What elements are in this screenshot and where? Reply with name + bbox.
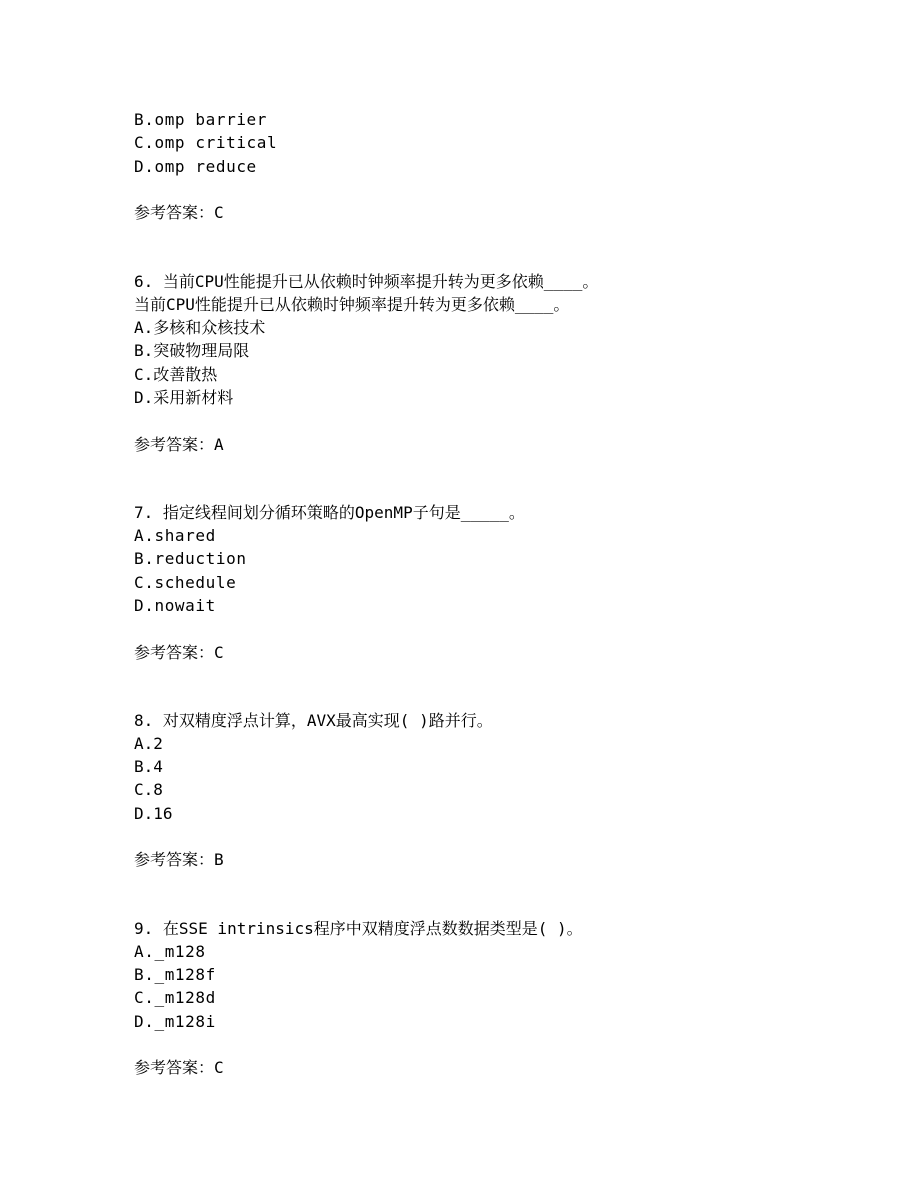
option-c: C.8 — [134, 780, 163, 799]
answer-label: 参考答案：C — [134, 1058, 224, 1077]
question-6-stem-repeat: 当前CPU性能提升已从依赖时钟频率提升转为更多依赖____。 — [134, 295, 570, 314]
answer-label: 参考答案：C — [134, 203, 224, 222]
option-d: D.omp reduce — [134, 157, 257, 176]
option-c: C.schedule — [134, 573, 237, 592]
question-6-stem: 6. 当前CPU性能提升已从依赖时钟频率提升转为更多依赖____。 — [134, 272, 599, 291]
option-d: D._m128i — [134, 1012, 216, 1031]
answer-label: 参考答案：B — [134, 850, 224, 869]
answer-label: 参考答案：A — [134, 435, 224, 454]
option-a: A.shared — [134, 526, 216, 545]
option-d: D.采用新材料 — [134, 388, 234, 407]
option-c: C.改善散热 — [134, 365, 218, 384]
option-c: C.omp critical — [134, 133, 278, 152]
option-b: B.4 — [134, 757, 163, 776]
option-d: D.nowait — [134, 596, 216, 615]
option-b: B.突破物理局限 — [134, 341, 250, 360]
option-b: B.reduction — [134, 549, 247, 568]
option-d: D.16 — [134, 804, 173, 823]
question-7-stem: 7. 指定线程间划分循环策略的OpenMP子句是_____。 — [134, 503, 525, 522]
question-9-stem: 9. 在SSE intrinsics程序中双精度浮点数数据类型是( )。 — [134, 919, 583, 938]
option-a: A._m128 — [134, 942, 206, 961]
option-b: B.omp barrier — [134, 110, 268, 129]
question-8-stem: 8. 对双精度浮点计算，AVX最高实现( )路并行。 — [134, 711, 493, 730]
option-a: A.多核和众核技术 — [134, 318, 266, 337]
option-c: C._m128d — [134, 988, 216, 1007]
option-b: B._m128f — [134, 965, 216, 984]
answer-label: 参考答案：C — [134, 643, 224, 662]
option-a: A.2 — [134, 734, 163, 753]
